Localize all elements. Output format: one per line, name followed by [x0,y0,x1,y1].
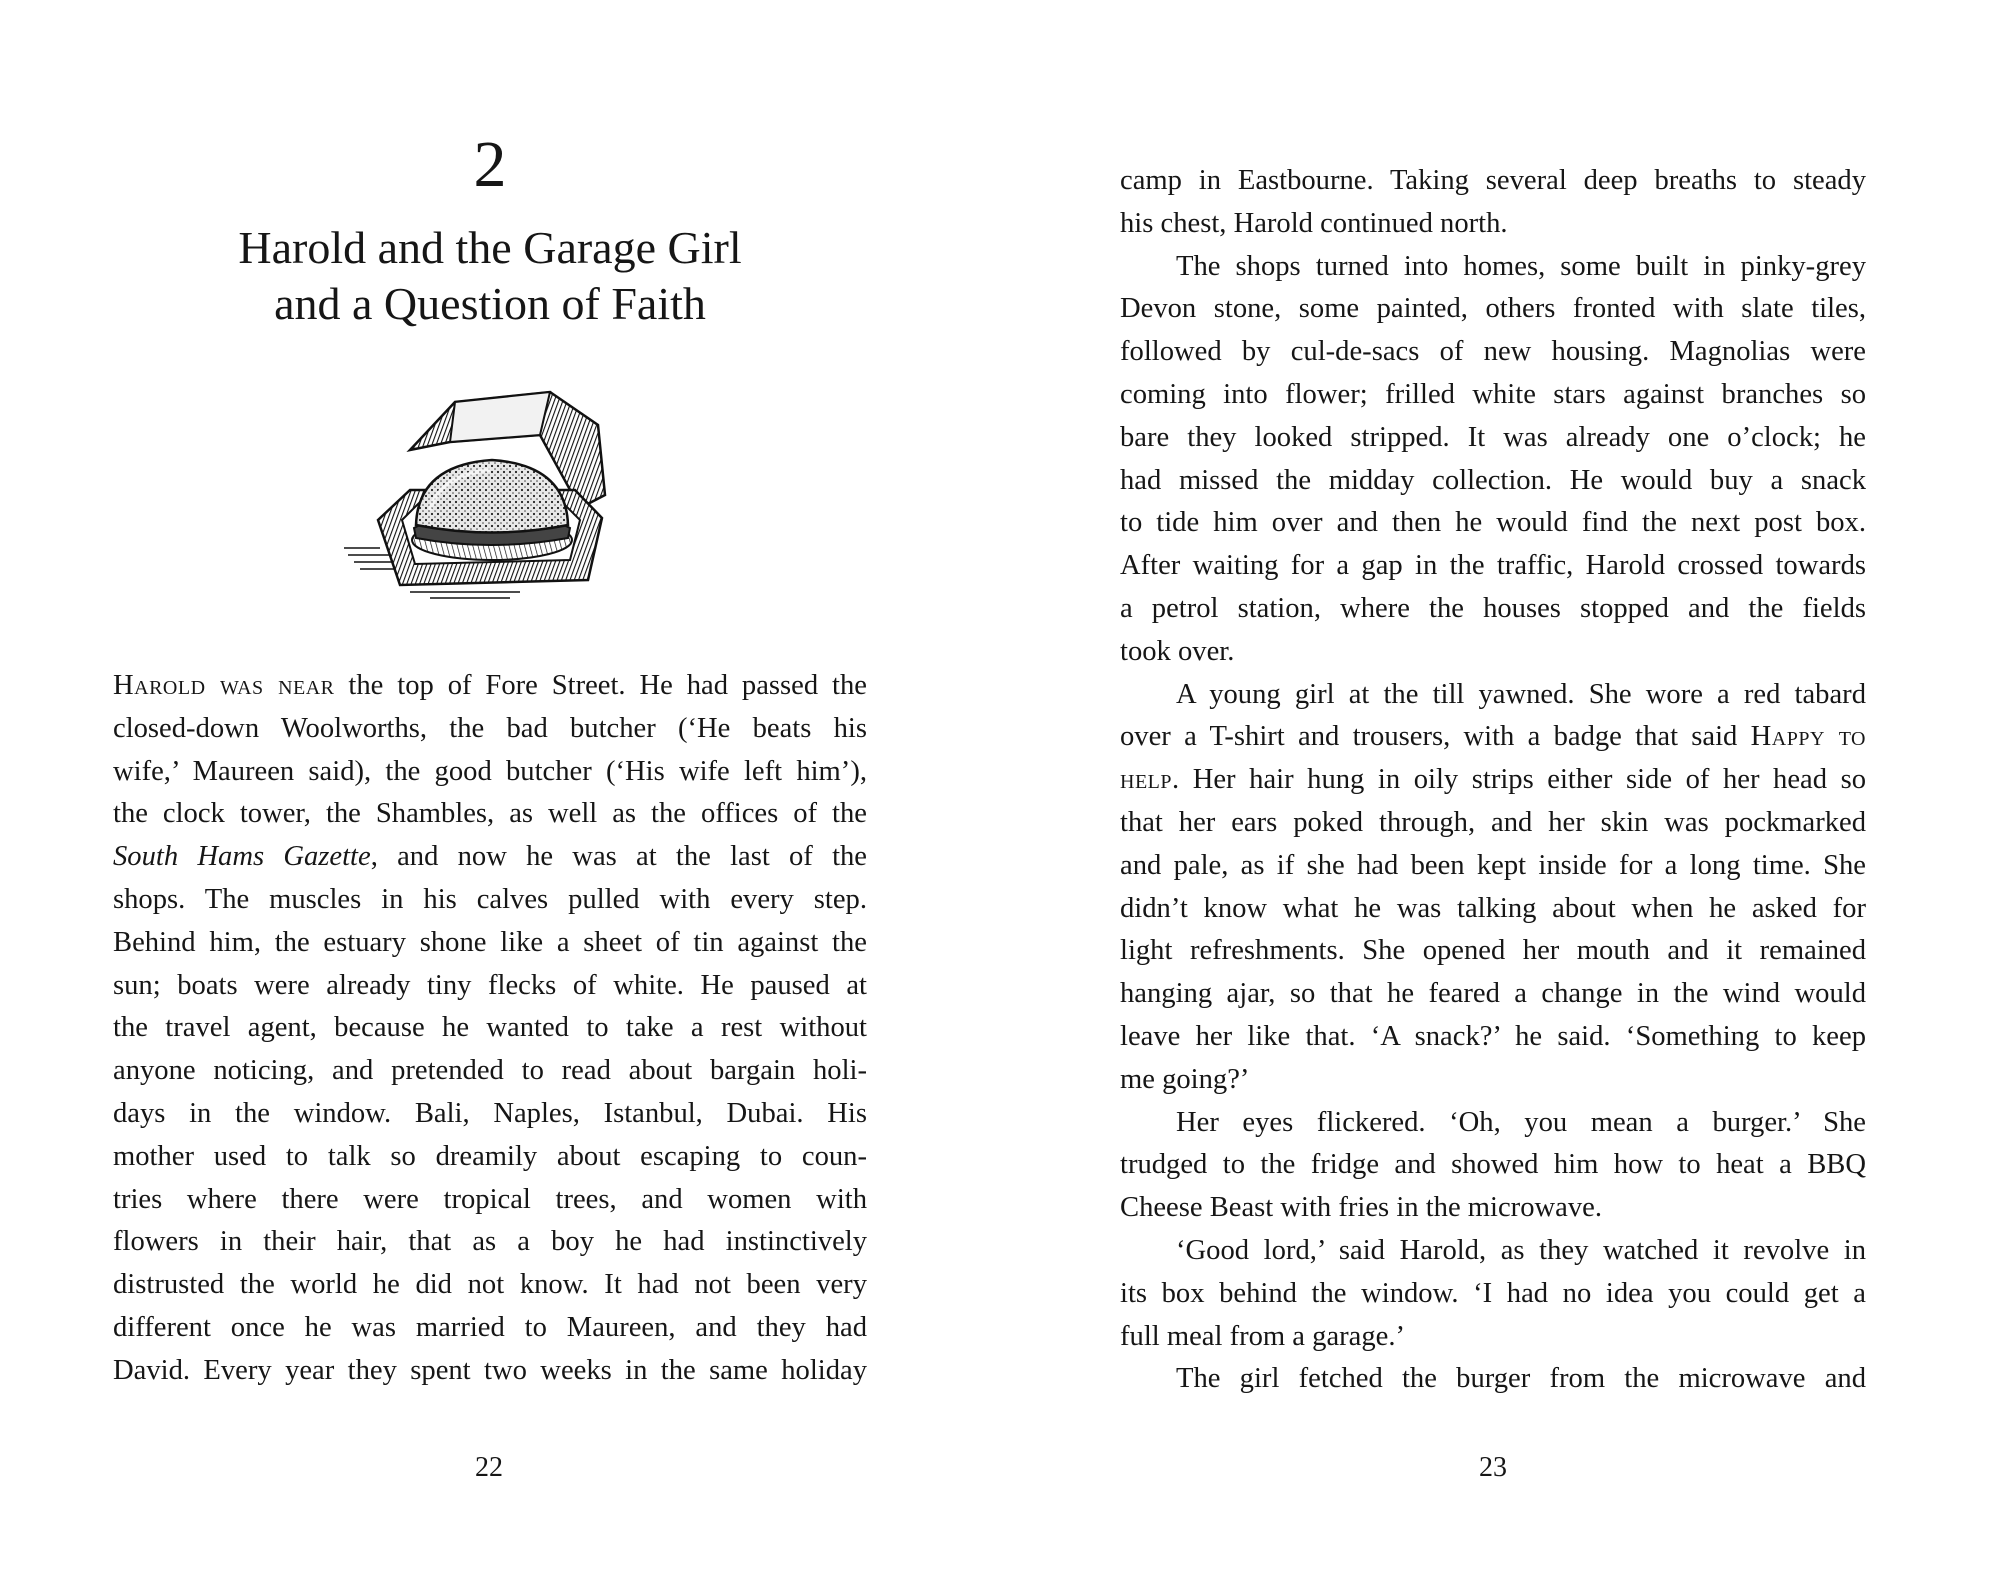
text-run: the top of Fore Street. He had passed the [334,670,867,701]
text-line: mother used to talk so dreamily about escaping to coun- [113,1140,867,1172]
text-run: over a T-shirt and trousers, with a badge that said [1120,721,1751,753]
text-line [113,836,867,879]
text-line: the travel agent, because he wanted to take a rest without [113,1012,867,1044]
text-line: the clock tower, the Shambles, as well as the offices of the [113,798,867,830]
text-line: shops. The muscles in his calves pulled with every step. [113,883,867,915]
text-line: took over. [1120,635,1235,667]
left-page-body-text [113,665,867,1393]
text-line: sun; boats were already tiny flecks of white. He paused at [113,969,867,1001]
text-line: trudged to the fridge and showed him how to heat a BBQ [1120,1149,1866,1181]
text-line: The shops turned into homes, some built in pinky-grey [1176,250,1866,282]
text-line: Devon stone, some painted, others fronted with slate tiles, [1120,293,1866,325]
text-line: hanging ajar, so that he feared a change in the wind would [1120,978,1866,1010]
page-number-right: 23 [1479,1452,1507,1483]
text-line: flowers in their hair, that as a boy he had instinctively [113,1226,867,1258]
text-line: me going?’ [1120,1063,1250,1095]
text-line: that her ears poked through, and her skin was pockmarked [1120,806,1866,838]
text-line: had missed the midday collection. He would buy a snack [1120,464,1866,496]
text-line: David. Every year they spent two weeks in the same holiday [113,1354,867,1386]
text-line [1120,759,1866,802]
text-line: After waiting for a gap in the traffic, Harold crossed towards [1120,550,1866,582]
burger-in-box-icon [340,380,620,610]
text-line: followed by cul-de-sacs of new housing. Magnolias were [1120,336,1866,368]
text-line: a petrol station, where the houses stopped and the fields [1120,592,1866,624]
text-line: light refreshments. She opened her mouth and it remained [1120,935,1866,967]
small-caps-run: Harold was near [113,670,335,701]
text-line: distrusted the world he did not know. It had not been very [113,1269,867,1301]
text-line: wife,’ Maureen said), the good butcher (‘His wife left him’), [113,755,867,787]
text-line: Cheese Beast with fries in the microwave. [1120,1192,1602,1224]
text-line: and pale, as if she had been kept inside for a long time. She [1120,849,1866,881]
small-caps-run: help [1120,764,1172,796]
text-line: tries where there were tropical trees, and women with [113,1183,867,1215]
text-line: A young girl at the till yawned. She wore a red tabard [1176,678,1866,710]
text-line: leave her like that. ‘A snack?’ he said. ‘Something to keep [1120,1020,1866,1052]
small-caps-run: Happy to [1750,721,1866,753]
text-line: full meal from a garage.’ [1120,1320,1406,1352]
text-line: its box behind the window. ‘I had no idea you could get a [1120,1277,1866,1309]
text-line: didn’t know what he was talking about when he asked for [1120,892,1866,924]
chapter-title [113,220,867,332]
text-line [1120,716,1866,759]
text-line: closed-down Woolworths, the bad butcher (‘He beats his [113,712,867,744]
text-line: Her eyes flickered. ‘Oh, you mean a burger.’ She [1176,1106,1866,1138]
chapter-number: 2 [473,128,507,201]
text-line: his chest, Harold continued north. [1120,207,1508,239]
text-line: days in the window. Bali, Naples, Istanbul, Dubai. His [113,1097,867,1129]
text-line: different once he was married to Maureen, and they had [113,1311,867,1343]
chapter-title-line-1: Harold and the Garage Girl [238,222,742,273]
text-line: ‘Good lord,’ said Harold, as they watched it revolve in [1176,1234,1866,1266]
text-line: bare they looked stripped. It was already one o’clock; he [1120,421,1866,453]
chapter-title-line-2: and a Question of Faith [274,278,706,329]
text-run: . Her hair hung in oily strips either side of her head so [1172,764,1866,796]
text-line: Behind him, the estuary shone like a sheet of tin against the [113,926,867,958]
text-line: anyone noticing, and pretended to read about bargain holi- [113,1055,867,1087]
text-line: coming into flower; frilled white stars against branches so [1120,378,1866,410]
text-line: to tide him over and then he would find the next post box. [1120,507,1866,539]
text-line [113,665,867,708]
text-run: , and now he was at the last of the [370,841,867,873]
italic-run: South Hams Gazette [113,841,371,873]
page-number-left: 22 [475,1452,503,1483]
right-page-body-text [1120,160,1866,1401]
text-line: The girl fetched the burger from the microwave and [1176,1363,1866,1395]
text-line: camp in Eastbourne. Taking several deep breaths to steady [1120,165,1866,196]
